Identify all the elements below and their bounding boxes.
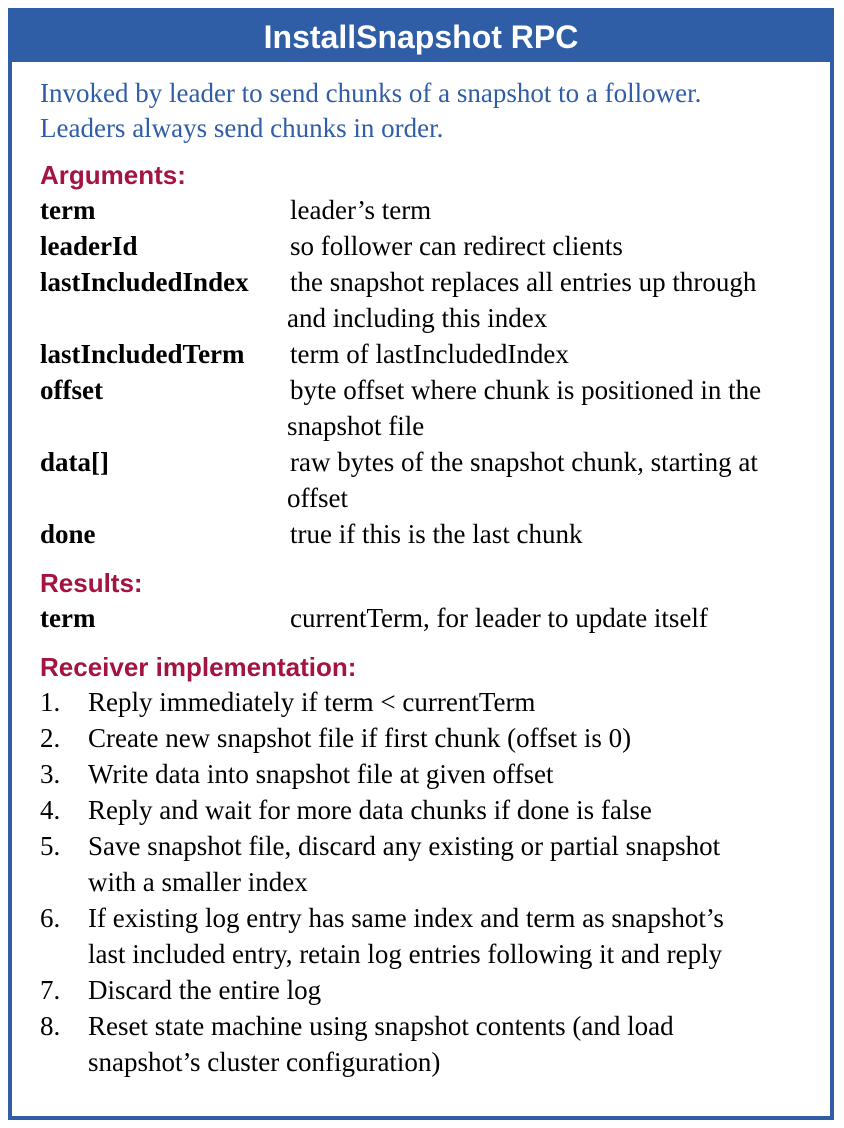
- step-number: 1.: [40, 687, 61, 717]
- argument-name: offset: [40, 375, 103, 405]
- receiver-steps: [40, 684, 830, 1080]
- intro-line: Invoked by leader to send chunks of a snapshot to a follower.: [40, 78, 702, 108]
- argument-name: leaderId: [40, 231, 138, 261]
- step-number: 4.: [40, 795, 61, 825]
- step-number: 2.: [40, 723, 61, 753]
- argument-name: data[]: [40, 447, 109, 477]
- step-text: [88, 684, 535, 720]
- results-heading: Results:: [40, 568, 143, 598]
- receiver-step: [40, 684, 830, 720]
- argument-description: [290, 516, 830, 552]
- argument-row: [40, 264, 830, 336]
- arguments-list: [40, 192, 830, 552]
- description-line: offset: [287, 483, 348, 513]
- step-number: 6.: [40, 903, 61, 933]
- description-line: currentTerm, for leader to update itself: [290, 603, 708, 633]
- step-text: [88, 972, 321, 1008]
- description-line: the snapshot replaces all entries up through: [290, 267, 757, 297]
- description-line: and including this index: [287, 303, 548, 333]
- receiver-heading: Receiver implementation:: [40, 652, 357, 682]
- argument-row: [40, 600, 830, 636]
- description-line: term of lastIncludedIndex: [290, 339, 569, 369]
- argument-row: [40, 192, 830, 228]
- step-number: 5.: [40, 831, 61, 861]
- description-line: true if this is the last chunk: [290, 519, 583, 549]
- argument-name: lastIncludedTerm: [40, 339, 245, 369]
- argument-description: [287, 372, 830, 444]
- step-text: [88, 720, 631, 756]
- step-line: Reset state machine using snapshot contents (and load: [88, 1011, 674, 1041]
- argument-description: [287, 444, 830, 516]
- description-line: leader’s term: [290, 195, 432, 225]
- argument-row: [40, 228, 830, 264]
- argument-row: [40, 336, 830, 372]
- step-line: Write data into snapshot file at given offset: [88, 759, 554, 789]
- argument-description: [287, 264, 830, 336]
- argument-row: [40, 444, 830, 516]
- intro-text: [40, 76, 830, 146]
- receiver-step: [40, 720, 830, 756]
- receiver-step: [40, 900, 830, 972]
- step-text: [88, 1008, 674, 1080]
- step-line: snapshot’s cluster configuration): [88, 1047, 441, 1077]
- step-line: Create new snapshot file if first chunk (offset is 0): [88, 723, 632, 753]
- step-text: [88, 792, 652, 828]
- step-number: 7.: [40, 975, 61, 1005]
- argument-name: term: [40, 603, 96, 633]
- argument-description: [290, 336, 830, 372]
- step-line: Discard the entire log: [88, 975, 322, 1005]
- argument-name: done: [40, 519, 96, 549]
- step-number: 3.: [40, 759, 61, 789]
- receiver-step: [40, 972, 830, 1008]
- card-title: InstallSnapshot RPC: [12, 12, 830, 62]
- receiver-step: [40, 792, 830, 828]
- step-text: [88, 828, 720, 900]
- arguments-heading: Arguments:: [40, 160, 186, 190]
- receiver-step: [40, 756, 830, 792]
- description-line: raw bytes of the snapshot chunk, starting at: [290, 447, 758, 477]
- step-text: [88, 900, 724, 972]
- step-line: last included entry, retain log entries following it and reply: [88, 939, 723, 969]
- step-line: If existing log entry has same index and term as snapshot’s: [88, 903, 724, 933]
- argument-description: [290, 192, 830, 228]
- argument-name: lastIncludedIndex: [40, 267, 249, 297]
- description-line: byte offset where chunk is positioned in the: [290, 375, 762, 405]
- results-list: [40, 600, 830, 636]
- receiver-step: [40, 828, 830, 900]
- step-text: [88, 756, 554, 792]
- intro-line: Leaders always send chunks in order.: [40, 113, 444, 143]
- step-line: with a smaller index: [88, 867, 308, 897]
- description-line: snapshot file: [287, 411, 425, 441]
- receiver-step: [40, 1008, 830, 1080]
- install-snapshot-card: [8, 8, 834, 1120]
- argument-description: [290, 600, 830, 636]
- step-line: Reply immediately if term < currentTerm: [88, 687, 536, 717]
- step-line: Save snapshot file, discard any existing or partial snapshot: [88, 831, 721, 861]
- argument-row: [40, 516, 830, 552]
- card-content: [12, 62, 830, 1080]
- argument-description: [290, 228, 830, 264]
- step-number: 8.: [40, 1011, 61, 1041]
- step-line: Reply and wait for more data chunks if done is false: [88, 795, 652, 825]
- argument-row: [40, 372, 830, 444]
- description-line: so follower can redirect clients: [290, 231, 623, 261]
- argument-name: term: [40, 195, 96, 225]
